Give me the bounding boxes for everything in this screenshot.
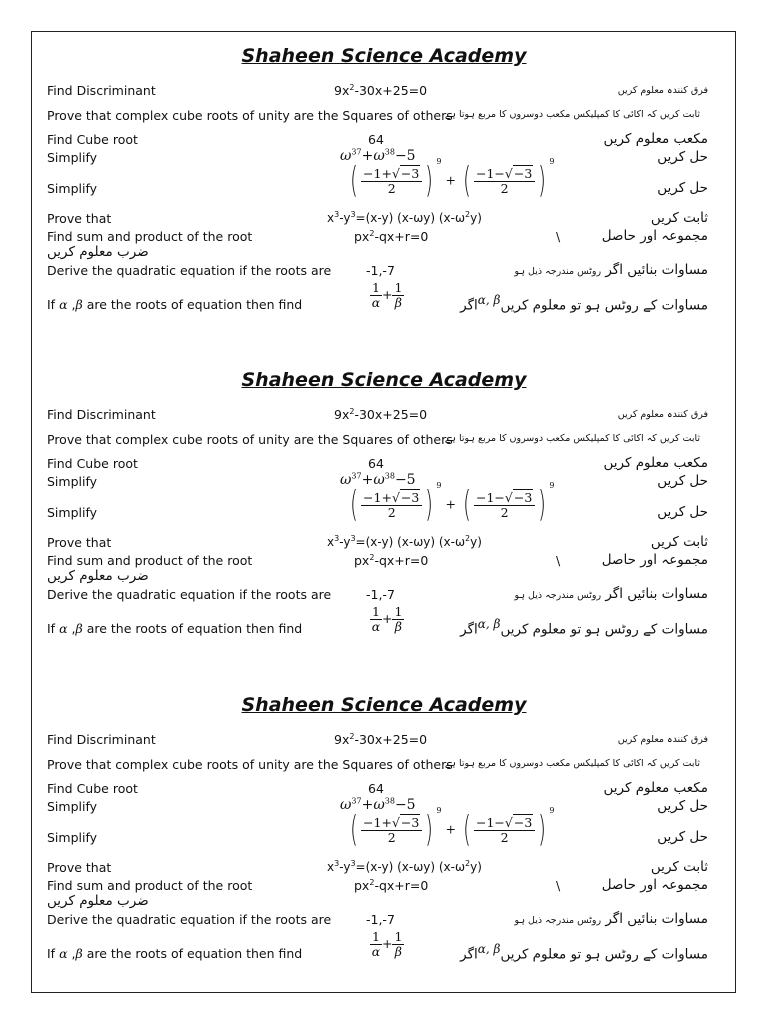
alpha-beta-urdu: مساوات کے روٹس ہو تو معلوم کریںα, βاگر: [460, 942, 708, 963]
discriminant-equation: $9x^2-30x+25=0$: [334, 82, 428, 98]
sum-product-slash: \: [556, 229, 561, 244]
alpha-beta-label: If α ,β are the roots of equation then find: [47, 946, 303, 961]
discriminant-label: Find Discriminant: [47, 732, 156, 747]
simplify-omega-urdu: حل کریں: [657, 149, 708, 165]
prove-equation: $x^3-y^3=(x-y)$ (x-ωy) $(x-\omega^2y)$: [327, 210, 482, 225]
question-block-2: [0, 355, 768, 655]
simplify-fraction-urdu: حل کریں: [657, 180, 708, 196]
cube-roots-urdu: ثابت کریں کہ اکائی کا کمپلیکس مکعب دوسروں کا مربع ہوتا ہے: [444, 433, 700, 444]
cube-roots-label: Prove that complex cube roots of unity are the Squares of others: [47, 757, 453, 772]
prove-urdu: ثابت کریں: [650, 859, 708, 875]
cube-roots-urdu: ثابت کریں کہ اکائی کا کمپلیکس مکعب دوسروں کا مربع ہوتا ہے: [444, 758, 700, 769]
simplify-omega-label: Simplify: [47, 799, 98, 814]
discriminant-equation: $9x^2-30x+25=0$: [334, 406, 428, 422]
academy-title: Shaheen Science Academy: [241, 45, 527, 67]
sum-product-label: Find sum and product of the root: [47, 878, 253, 893]
simplify-fraction-expression: ( $\frac{-1+√-3}{2}$ ) 9 + ( $\frac{-1-√-3}{2}$ ) 9: [350, 806, 555, 850]
cube-root-label: Find Cube root: [47, 132, 138, 147]
simplify-fraction-label: Simplify: [47, 830, 98, 845]
cube-root-value: 64: [368, 456, 384, 471]
simplify-fraction-expression: ( $\frac{-1+√-3}{2}$ ) 9 + ( $\frac{-1-√-3}{2}$ ) 9: [350, 157, 555, 201]
simplify-fraction-urdu: حل کریں: [657, 504, 708, 520]
simplify-omega-expression: $\omega^{37}+\omega^{38}-5$: [340, 471, 416, 488]
sum-product-urdu: مجموعہ اور حاصل: [601, 877, 708, 893]
sum-product-label: Find sum and product of the root: [47, 553, 253, 568]
prove-urdu: ثابت کریں: [650, 210, 708, 226]
cube-roots-urdu: ثابت کریں کہ اکائی کا کمپلیکس مکعب دوسروں کا مربع ہوتا ہے: [444, 109, 700, 120]
cube-root-value: 64: [368, 781, 384, 796]
sum-product-urdu: مجموعہ اور حاصل: [601, 552, 708, 568]
sum-product-equation: $px^2-qx+r=0$: [354, 877, 429, 893]
simplify-omega-label: Simplify: [47, 150, 98, 165]
cube-root-urdu: مکعب معلوم کریں: [603, 131, 708, 147]
simplify-omega-urdu: حل کریں: [657, 473, 708, 489]
alpha-beta-label: If α ,β are the roots of equation then find: [47, 621, 303, 636]
sum-product-slash: \: [556, 878, 561, 893]
quadratic-urdu: مساوات بنائیں اگر روٹس مندرجہ ذیل ہو: [514, 586, 708, 602]
quadratic-roots: -1,-7: [366, 912, 395, 927]
discriminant-label: Find Discriminant: [47, 83, 156, 98]
quadratic-urdu: مساوات بنائیں اگر روٹس مندرجہ ذیل ہو: [514, 911, 708, 927]
alpha-beta-expression: $\frac{1}{\alpha}$ + $\frac{1}{\beta}$: [371, 929, 403, 959]
simplify-fraction-label: Simplify: [47, 181, 98, 196]
cube-root-label: Find Cube root: [47, 456, 138, 471]
quadratic-urdu: مساوات بنائیں اگر روٹس مندرجہ ذیل ہو: [514, 262, 708, 278]
alpha-beta-expression: $\frac{1}{\alpha}$ + $\frac{1}{\beta}$: [371, 280, 403, 310]
discriminant-urdu: فرق کنندہ معلوم کریں: [617, 85, 708, 96]
simplify-omega-urdu: حل کریں: [657, 798, 708, 814]
simplify-omega-expression: $\omega^{37}+\omega^{38}-5$: [340, 147, 416, 164]
quadratic-label: Derive the quadratic equation if the roots are: [47, 263, 332, 278]
prove-label: Prove that: [47, 211, 112, 226]
prove-equation: $x^3-y^3=(x-y)$ (x-ωy) $(x-\omega^2y)$: [327, 859, 482, 874]
sum-product-slash: \: [556, 553, 561, 568]
sum-product-equation: $px^2-qx+r=0$: [354, 552, 429, 568]
prove-equation: $x^3-y^3=(x-y)$ (x-ωy) $(x-\omega^2y)$: [327, 534, 482, 549]
cube-roots-label: Prove that complex cube roots of unity are the Squares of others: [47, 432, 453, 447]
simplify-fraction-label: Simplify: [47, 505, 98, 520]
academy-title: Shaheen Science Academy: [241, 694, 527, 716]
academy-title: Shaheen Science Academy: [241, 369, 527, 391]
alpha-beta-urdu: مساوات کے روٹس ہو تو معلوم کریںα, βاگر: [460, 617, 708, 638]
cube-root-label: Find Cube root: [47, 781, 138, 796]
simplify-omega-expression: $\omega^{37}+\omega^{38}-5$: [340, 796, 416, 813]
alpha-beta-label: If α ,β are the roots of equation then find: [47, 297, 303, 312]
quadratic-roots: -1,-7: [366, 263, 395, 278]
alpha-beta-expression: $\frac{1}{\alpha}$ + $\frac{1}{\beta}$: [371, 604, 403, 634]
simplify-fraction-expression: ( $\frac{-1+√-3}{2}$ ) 9 + ( $\frac{-1-√-3}{2}$ ) 9: [350, 481, 555, 525]
sum-product-urdu-continued: ضرب معلوم کریں: [47, 893, 149, 909]
cube-root-urdu: مکعب معلوم کریں: [603, 455, 708, 471]
quadratic-label: Derive the quadratic equation if the roots are: [47, 912, 332, 927]
sum-product-urdu: مجموعہ اور حاصل: [601, 228, 708, 244]
discriminant-label: Find Discriminant: [47, 407, 156, 422]
quadratic-label: Derive the quadratic equation if the roots are: [47, 587, 332, 602]
sum-product-label: Find sum and product of the root: [47, 229, 253, 244]
cube-root-value: 64: [368, 132, 384, 147]
discriminant-urdu: فرق کنندہ معلوم کریں: [617, 734, 708, 745]
cube-root-urdu: مکعب معلوم کریں: [603, 780, 708, 796]
prove-label: Prove that: [47, 860, 112, 875]
discriminant-equation: $9x^2-30x+25=0$: [334, 731, 428, 747]
prove-urdu: ثابت کریں: [650, 534, 708, 550]
discriminant-urdu: فرق کنندہ معلوم کریں: [617, 409, 708, 420]
sum-product-urdu-continued: ضرب معلوم کریں: [47, 568, 149, 584]
simplify-fraction-urdu: حل کریں: [657, 829, 708, 845]
question-block-3: [0, 680, 768, 980]
simplify-omega-label: Simplify: [47, 474, 98, 489]
sum-product-urdu-continued: ضرب معلوم کریں: [47, 244, 149, 260]
alpha-beta-urdu: مساوات کے روٹس ہو تو معلوم کریںα, βاگر: [460, 293, 708, 314]
cube-roots-label: Prove that complex cube roots of unity are the Squares of others: [47, 108, 453, 123]
sum-product-equation: $px^2-qx+r=0$: [354, 228, 429, 244]
question-block-1: [0, 31, 768, 331]
quadratic-roots: -1,-7: [366, 587, 395, 602]
prove-label: Prove that: [47, 535, 112, 550]
